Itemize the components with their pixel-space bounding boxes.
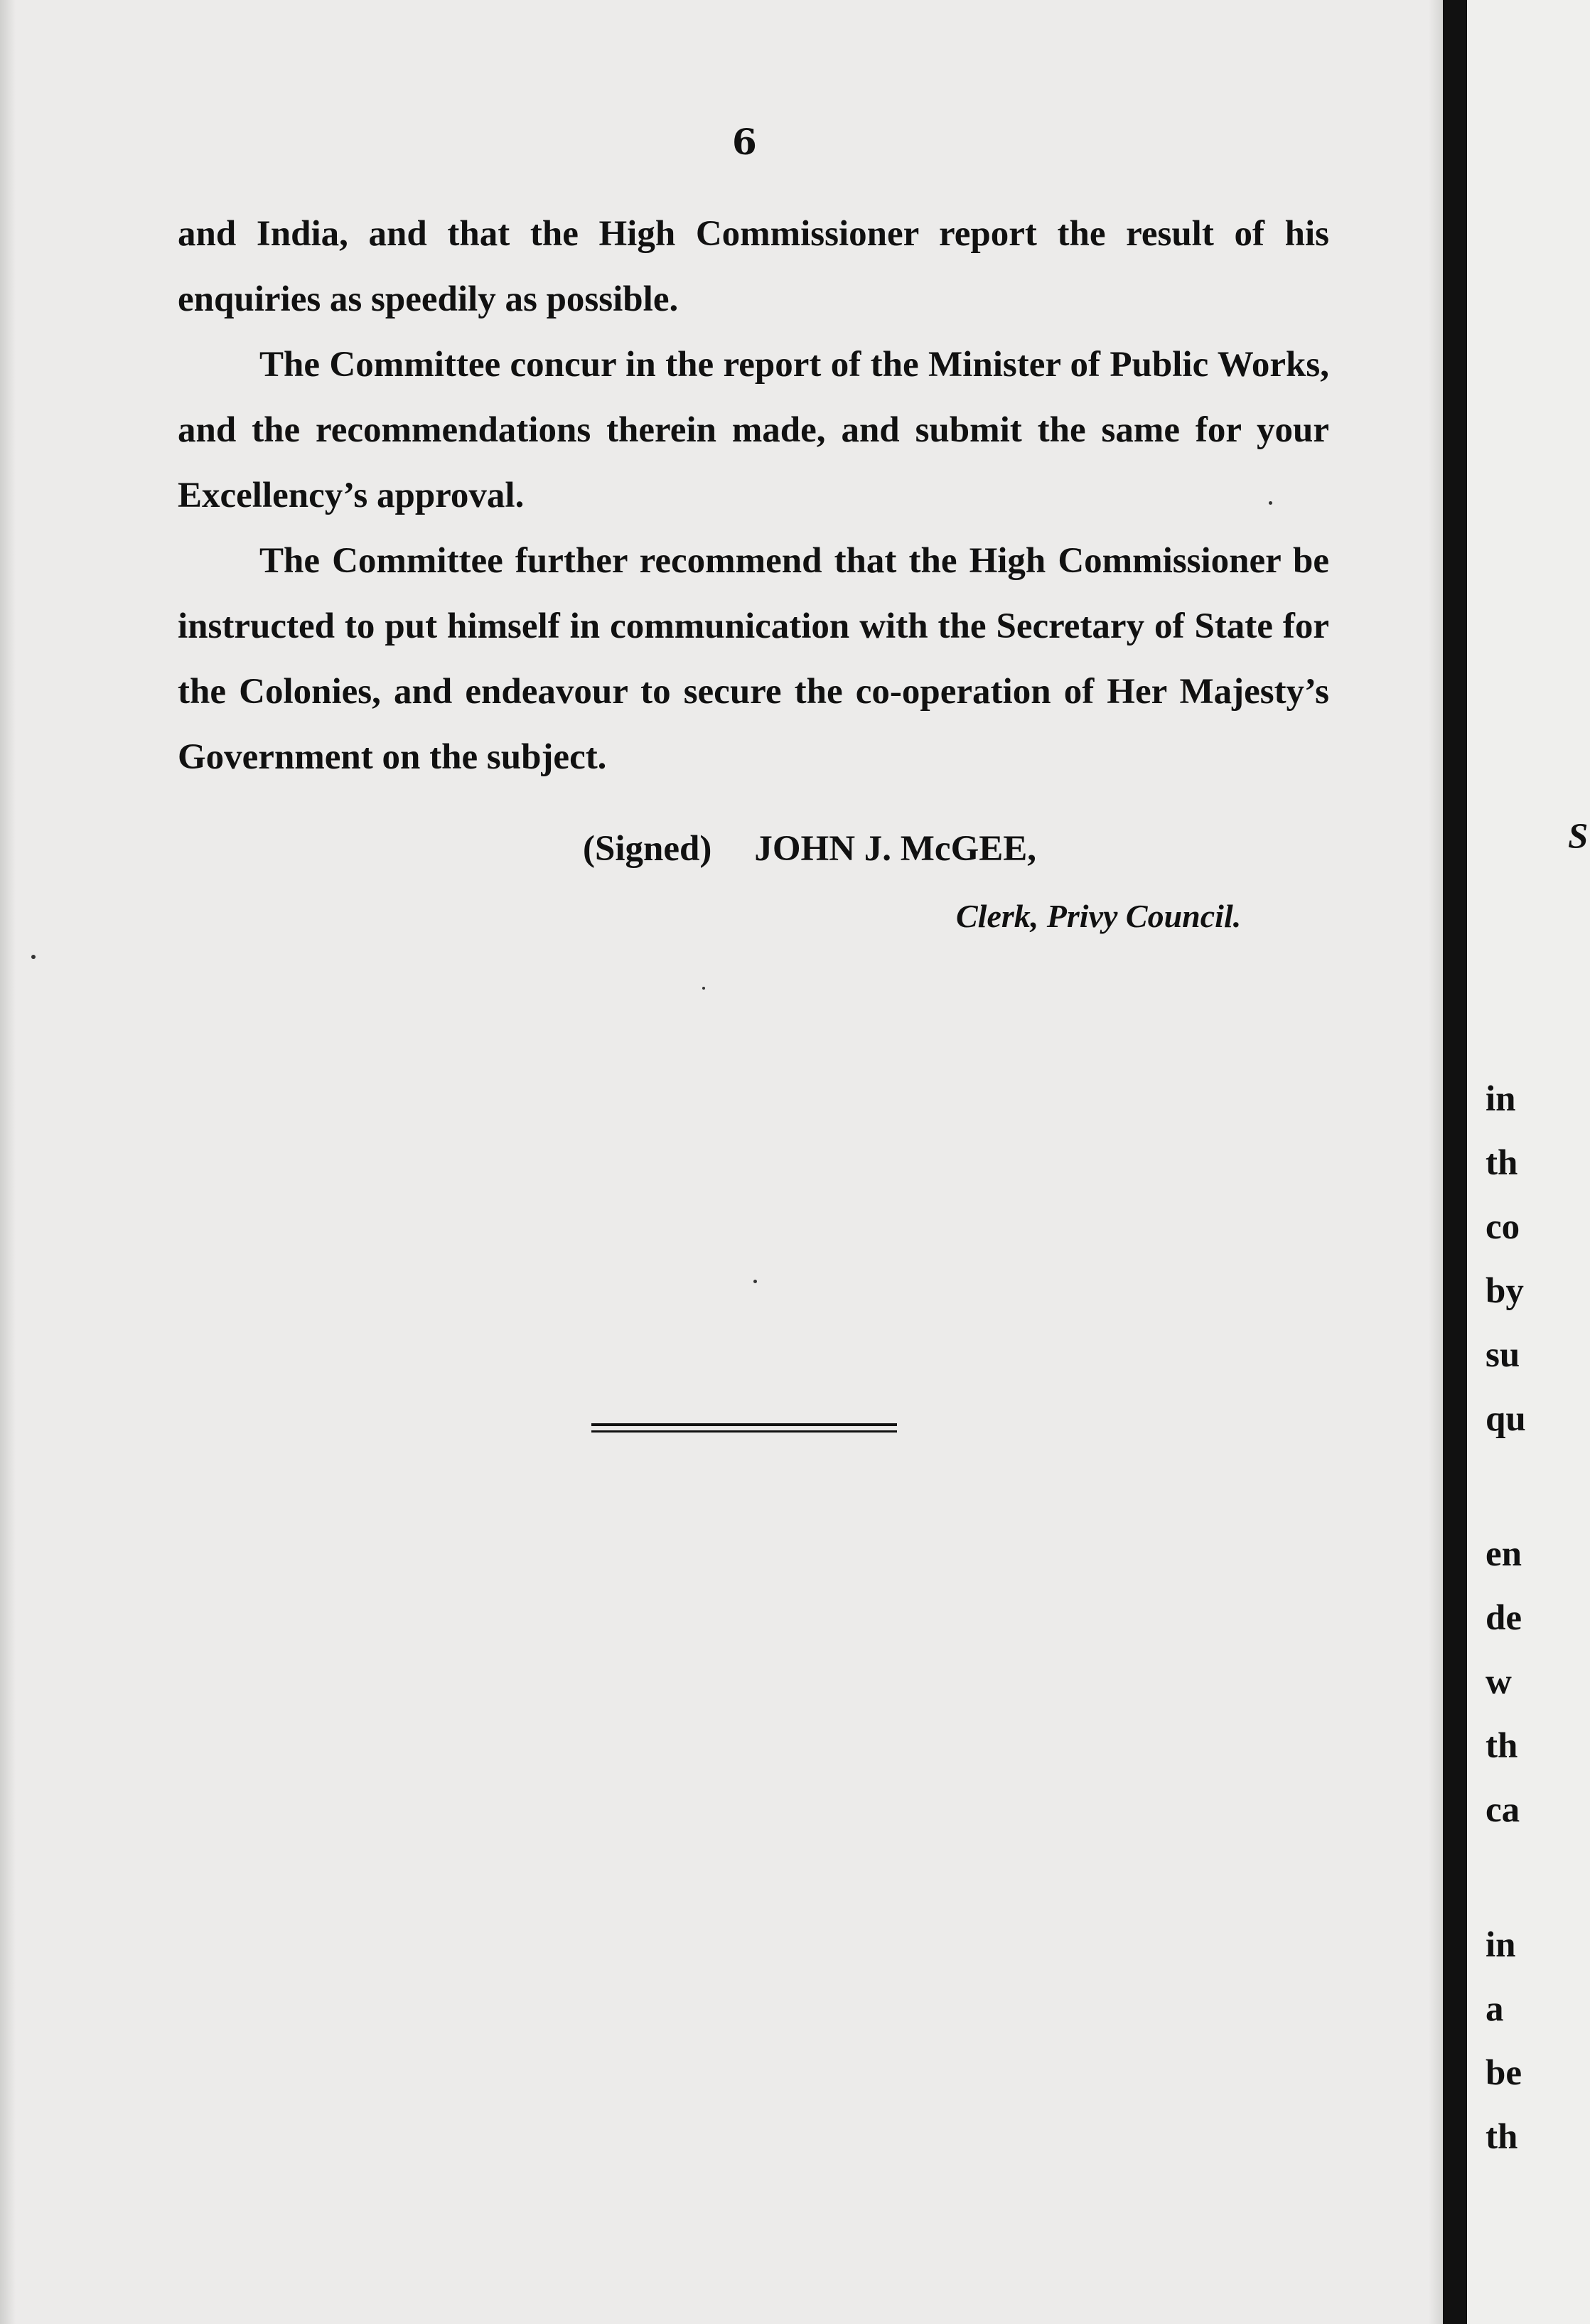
fragment-line: in [1486,1925,1516,1965]
binding-gutter [1443,0,1467,2324]
signed-label: (Signed) [583,829,712,869]
ink-speck [1269,501,1272,505]
fragment-line: w [1486,1662,1512,1702]
fragment-line: th [1486,1143,1518,1183]
paragraph-continuation: and India, and that the High Commissioner report the result of his enquiries as speedily as possible. [178,214,1329,319]
ink-speck [702,987,705,990]
fragment-line: S [1568,817,1589,857]
fragment-line: a [1486,1989,1504,2029]
body-text [178,201,1329,790]
page-left-edge [0,0,16,2324]
signatory-name: JOHN J. McGEE, [754,829,1037,869]
fragment-line: de [1486,1598,1522,1638]
page-number: 6 [732,121,757,163]
fragment-line: qu [1486,1399,1526,1439]
fragment-line: th [1486,2117,1518,2157]
paragraph-recommend: The Committee further recommend that the High Commissioner be instructed to put himself in communication with the Secretary of State for the Colonies, and endeavour to secure the co-operation of Her Majesty’s Government on the subject. [178,541,1329,777]
signatory-title: Clerk, Privy Council. [956,898,1242,934]
section-rule-thick [591,1423,897,1426]
gutter-shadow [1429,0,1443,2324]
fragment-line: en [1486,1534,1522,1574]
section-rule-thin [591,1430,897,1433]
fragment-line: th [1486,1726,1518,1766]
fragment-line: be [1486,2053,1522,2093]
fragment-line: in [1486,1079,1516,1119]
ink-speck [31,955,36,959]
signature-line [583,828,1036,869]
ink-speck [753,1280,757,1283]
fragment-line: by [1486,1271,1524,1311]
fragment-line: ca [1486,1790,1520,1830]
fragment-line: su [1486,1335,1520,1375]
fragment-line: co [1486,1207,1520,1247]
paragraph-concur: The Committee concur in the report of the Minister of Public Works, and the recommendations therein made, and submit the same for your Excellency’s approval. [178,345,1329,515]
